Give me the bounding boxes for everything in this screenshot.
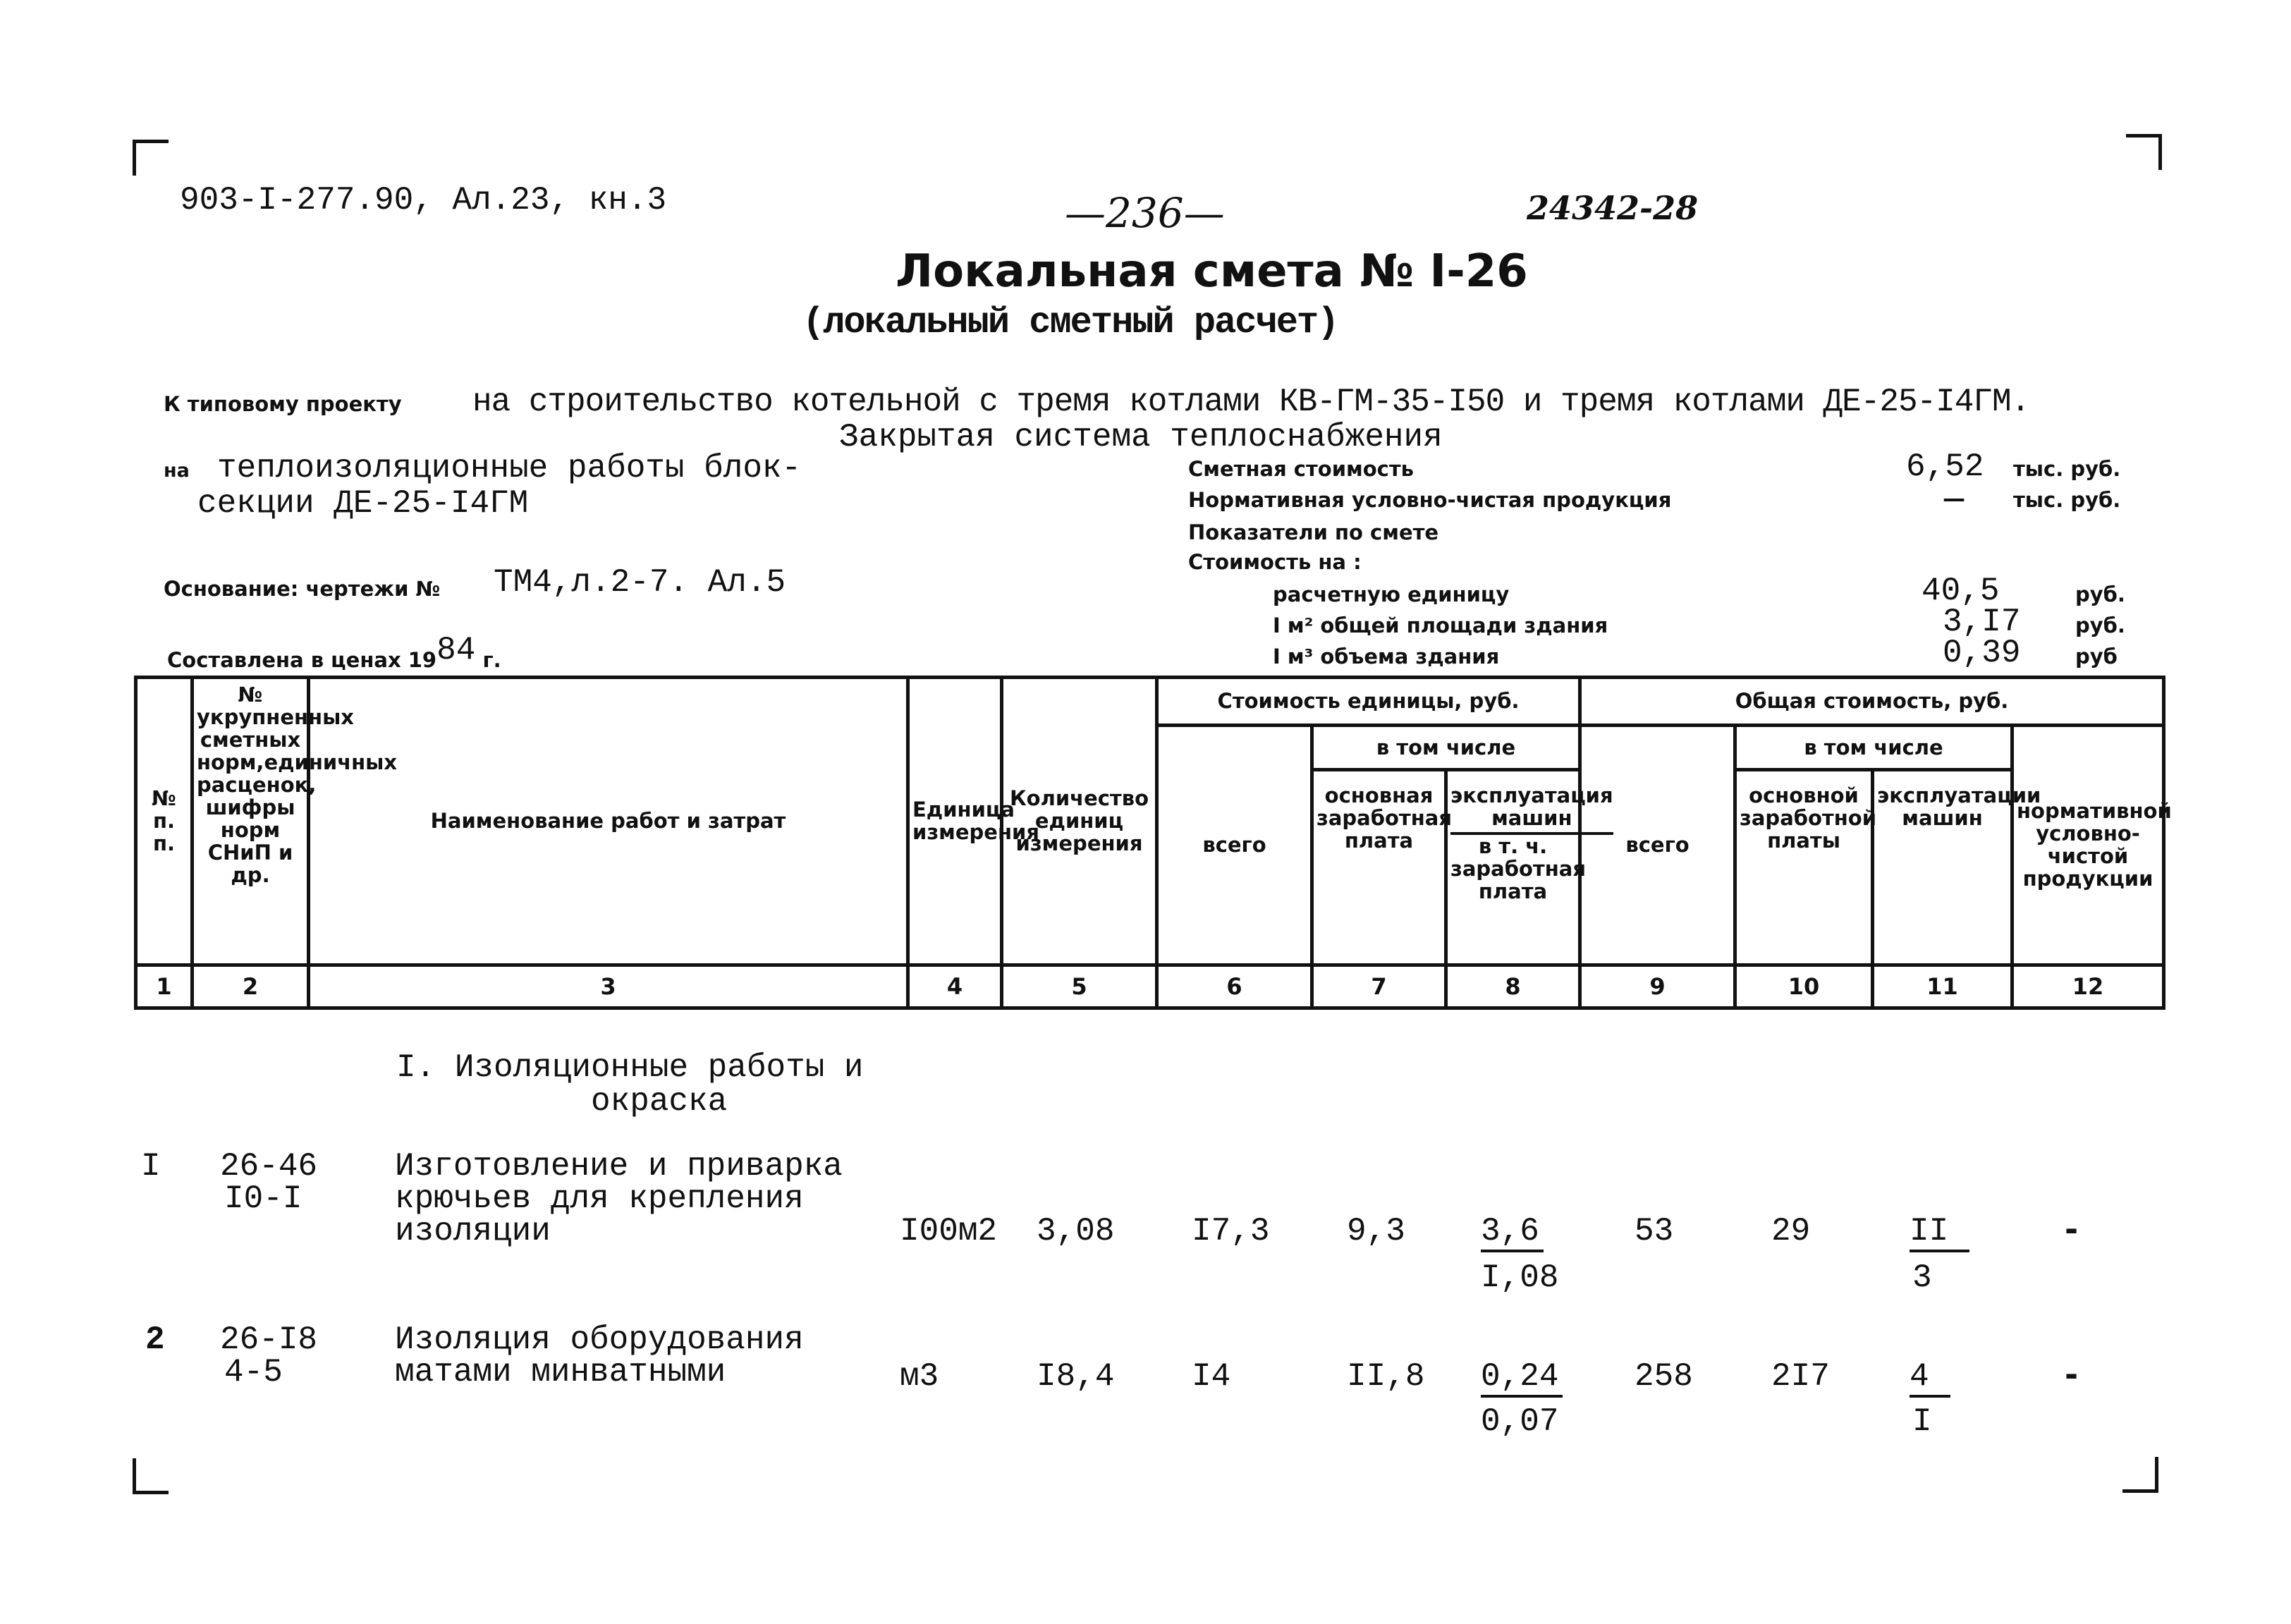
work-line-2: секции ДЕ-25-I4ГМ [197,485,529,522]
row-total-wage: 2I7 [1771,1358,1830,1395]
page-subtitle: (локальный сметный расчет) [802,302,1338,343]
row-unit-machines-value: 3,6 [1481,1213,1544,1252]
corner-mark-top-left [133,140,169,176]
col-header-machines-wage: в т. ч. заработная плата [1450,834,1586,904]
row-total: 53 [1635,1213,1674,1250]
corner-mark-bottom-right [2122,1457,2158,1493]
row-unit: I00м2 [900,1213,998,1250]
per-unit-value: 40,5 [1922,573,2000,609]
col-header-total-wage: основной заработной платы [1735,770,1873,965]
col-number-4: 4 [908,965,1002,1008]
estimate-table-header [134,676,2172,1010]
indicators-label: Показатели по смете [1188,520,1439,544]
work-line-1: теплоизоляционные работы блок- [217,450,802,487]
per-unit-label: расчетную единицу [1273,582,1510,606]
row-unit-machines-wage: 0,07 [1481,1403,1559,1440]
row-code-line-1: 26-I8 [220,1321,318,1358]
col-header-number: № п. п. [136,678,193,965]
row-total-wage: 29 [1771,1213,1811,1250]
col-header-unit: Единица измерения [908,678,1002,965]
prices-year: 84 [436,632,476,668]
col-header-machines-top: эксплуатация машин [1450,784,1613,835]
col-header-work-name: Наименование работ и затрат [309,678,908,965]
col-number-2: 2 [193,965,309,1008]
row-unit: м3 [900,1358,939,1395]
inventory-number: 24342-28 [1527,189,1699,227]
prices-label-text: Составлена в ценах 19 [167,648,437,672]
row-total-machines [1910,1213,1969,1252]
row-number: I [141,1148,161,1185]
estimated-cost-value: 6,52 [1906,448,1984,485]
col-header-total-machines: эксплуатации машин [1873,770,2012,965]
row-unit-machines [1481,1213,1544,1252]
per-area-label: I м² общей площади здания [1273,613,1608,637]
corner-mark-top-right [2126,134,2162,170]
page-number: —236— [1065,189,1225,237]
col-header-unit-cost-group: Стоимость единицы, руб. [1157,678,1580,726]
col-header-unit-incl: в том числе [1312,725,1580,769]
cost-per-label: Стоимость на : [1188,550,1362,574]
col-number-5: 5 [1002,965,1157,1008]
row-total-machines-wage: I [1912,1403,1932,1440]
row-code-line-1: 26-46 [220,1148,318,1185]
row-unit-total: I7,3 [1192,1213,1270,1250]
col-header-total: всего [1580,725,1735,965]
per-area-value: 3,I7 [1943,604,2021,640]
section-heading-line-1: I. Изоляционные работы и [396,1049,864,1086]
col-header-total-incl: в том числе [1735,725,2012,769]
row-total-machines [1910,1358,1950,1398]
project-line-2: Закрытая система теплоснабжения [839,419,1443,456]
project-label: К типовому проекту [164,392,402,416]
col-header-quantity: Количество единиц измерения [1002,678,1157,965]
row-quantity: I8,4 [1037,1358,1115,1395]
per-volume-label: I м³ объема здания [1273,645,1500,668]
normative-output-label: Нормативная условно-чистая продукция [1188,488,1672,512]
col-header-ncp: нормативной условно-чистой продукции [2012,725,2164,965]
col-header-norm-code: № укрупненных сметных норм,единичных расценок, шифры норм СНиП и др. [193,678,309,965]
row-total-machines-value: 4 [1910,1358,1950,1398]
row-name-line-1: Изоляция оборудования [395,1321,804,1358]
estimated-cost-label: Сметная стоимость [1188,457,1414,481]
row-unit-wage: II,8 [1347,1358,1425,1395]
col-header-unit-wage: основная заработная плата [1312,770,1446,965]
row-unit-total: I4 [1192,1358,1231,1395]
row-unit-machines-wage: I,08 [1481,1259,1559,1296]
per-volume-value: 0,39 [1943,635,2021,671]
row-name-line-2: матами минватными [395,1354,726,1391]
prices-label [167,632,501,677]
document-code: 903-I-277.90, Ал.23, кн.3 [180,182,667,219]
work-label: на [164,460,190,482]
col-header-unit-total: всего [1157,725,1312,965]
normative-output-value: — [1943,485,1965,512]
row-code-line-2: 4-5 [224,1354,283,1391]
row-name-line-2: крючьев для крепления [395,1180,804,1217]
normative-output-unit: тыс. руб. [2013,488,2121,512]
col-number-6: 6 [1157,965,1312,1008]
basis-value: ТМ4,л.2-7. Ал.5 [494,564,786,601]
section-heading-line-2: окраска [591,1083,728,1120]
row-unit-wage: 9,3 [1347,1213,1405,1250]
col-number-10: 10 [1735,965,1873,1008]
page-title: Локальная смета № I-26 [896,245,1528,298]
col-number-9: 9 [1580,965,1735,1008]
row-ncp: - [2065,1210,2079,1248]
per-volume-unit: руб [2075,645,2118,668]
row-unit-machines-value: 0,24 [1481,1358,1563,1398]
row-unit-machines [1481,1358,1563,1398]
basis-label: Основание: чертежи № [164,577,441,601]
col-header-unit-machines [1446,770,1613,965]
col-number-8: 8 [1446,965,1580,1008]
prices-suffix: г. [482,648,501,672]
row-total-machines-wage: 3 [1912,1259,1932,1296]
row-name-line-3: изоляции [395,1213,551,1250]
col-number-7: 7 [1312,965,1446,1008]
row-number: 2 [145,1321,165,1358]
row-total: 258 [1635,1358,1693,1395]
row-ncp: - [2065,1355,2079,1393]
row-name-line-1: Изготовление и приварка [395,1148,843,1185]
estimated-cost-unit: тыс. руб. [2013,457,2121,481]
row-quantity: 3,08 [1037,1213,1115,1250]
col-number-12: 12 [2012,965,2164,1008]
col-number-11: 11 [1873,965,2012,1008]
project-line-1: на строительство котельной с тремя котлами КВ-ГМ-35-I50 и тремя котлами ДЕ-25-I4ГМ. [472,384,2030,420]
row-total-machines-value: II [1910,1213,1969,1252]
col-number-1: 1 [136,965,193,1008]
per-area-unit: руб. [2075,613,2125,637]
per-unit-unit: руб. [2075,582,2125,606]
col-header-total-cost-group: Общая стоимость, руб. [1580,678,2164,726]
col-number-3: 3 [309,965,908,1008]
row-code-line-2: I0-I [224,1180,303,1217]
corner-mark-bottom-left [133,1458,169,1494]
